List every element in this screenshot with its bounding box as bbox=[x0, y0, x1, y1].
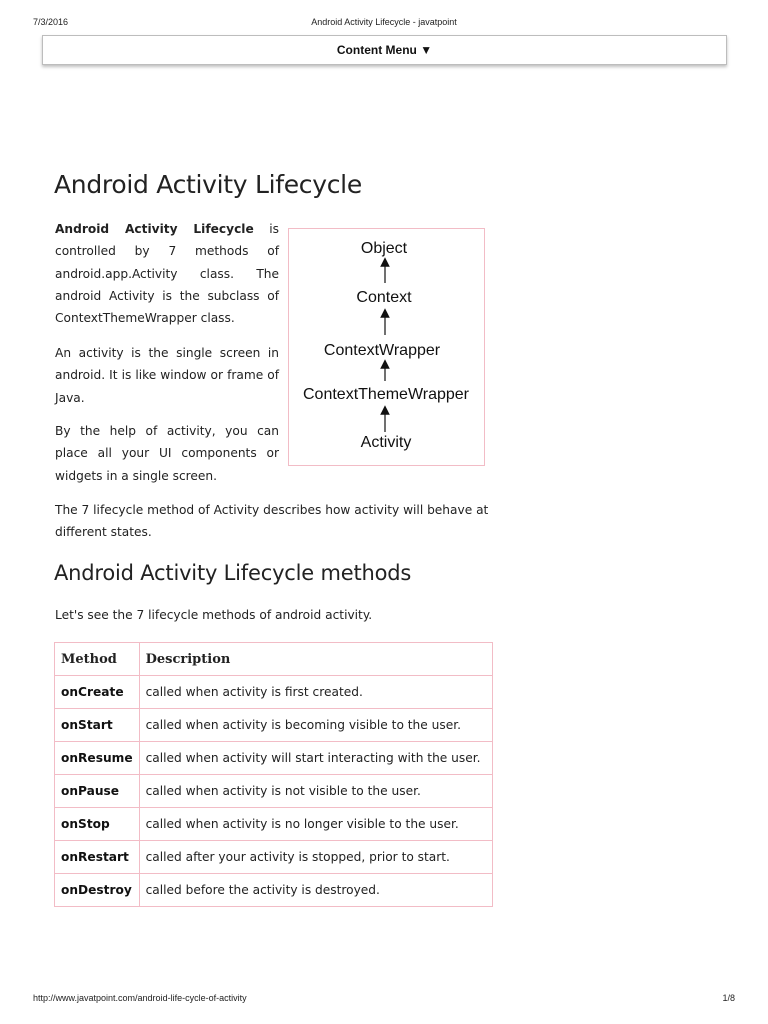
node-activity: Activity bbox=[360, 434, 412, 451]
method-name: onDestroy bbox=[55, 874, 140, 907]
print-header bbox=[0, 17, 768, 31]
table-row bbox=[55, 808, 493, 841]
intro-paragraph bbox=[55, 218, 279, 329]
table-row bbox=[55, 676, 493, 709]
activity-definition-paragraph: An activity is the single screen in android. It is like window or frame of Java. bbox=[55, 346, 279, 405]
method-name: onCreate bbox=[55, 676, 140, 709]
lifecycle-methods-table bbox=[54, 642, 493, 907]
lifecycle-intro-paragraph: The 7 lifecycle method of Activity describes how activity will behave at different states. bbox=[55, 503, 489, 540]
print-footer bbox=[0, 993, 768, 1007]
method-description: called when activity is first created. bbox=[139, 676, 492, 709]
method-name: onStop bbox=[55, 808, 140, 841]
page-url: http://www.javatpoint.com/android-life-cycle-of-activity bbox=[33, 993, 247, 1003]
method-description: called when activity is not visible to the user. bbox=[139, 775, 492, 808]
print-date: 7/3/2016 bbox=[33, 17, 69, 27]
table-row bbox=[55, 709, 493, 742]
method-description: called when activity is no longer visible to the user. bbox=[139, 808, 492, 841]
activity-ui-paragraph: By the help of activity, you can place all your UI components or widgets in a single screen. bbox=[55, 424, 279, 483]
method-description: called after your activity is stopped, prior to start. bbox=[139, 841, 492, 874]
node-contextwrapper: ContextWrapper bbox=[323, 342, 441, 359]
method-description: called when activity is becoming visible to the user. bbox=[139, 709, 492, 742]
method-name: onStart bbox=[55, 709, 140, 742]
node-contextthemewrapper: ContextThemeWrapper bbox=[303, 386, 469, 403]
page-title: Android Activity Lifecycle bbox=[54, 170, 362, 199]
node-object: Object bbox=[360, 240, 408, 257]
method-description: called before the activity is destroyed. bbox=[139, 874, 492, 907]
page-number: 1/8 bbox=[722, 993, 735, 1003]
intro-text: is controlled by 7 methods of android.app.Activity class. The android Activity is the subclass of ContextThemeWrapper class. bbox=[55, 222, 279, 326]
intro-bold-term: Android Activity Lifecycle bbox=[55, 222, 254, 236]
method-name: onPause bbox=[55, 775, 140, 808]
print-page-title: Android Activity Lifecycle - javatpoint bbox=[311, 17, 457, 27]
section-intro: Let's see the 7 lifecycle methods of android activity. bbox=[55, 608, 373, 622]
column-header-description: Description bbox=[139, 643, 492, 676]
column-header-method: Method bbox=[55, 643, 140, 676]
table-header-row bbox=[55, 643, 493, 676]
activity-hierarchy-diagram bbox=[288, 228, 485, 466]
table-row bbox=[55, 874, 493, 907]
method-name: onResume bbox=[55, 742, 140, 775]
table-row bbox=[55, 742, 493, 775]
node-context: Context bbox=[356, 289, 412, 306]
method-description: called when activity will start interacting with the user. bbox=[139, 742, 492, 775]
content-menu-button[interactable]: Content Menu ▼ bbox=[42, 35, 727, 65]
section-title: Android Activity Lifecycle methods bbox=[54, 561, 412, 585]
table-row bbox=[55, 841, 493, 874]
table-row bbox=[55, 775, 493, 808]
method-name: onRestart bbox=[55, 841, 140, 874]
hierarchy-svg bbox=[289, 229, 484, 465]
